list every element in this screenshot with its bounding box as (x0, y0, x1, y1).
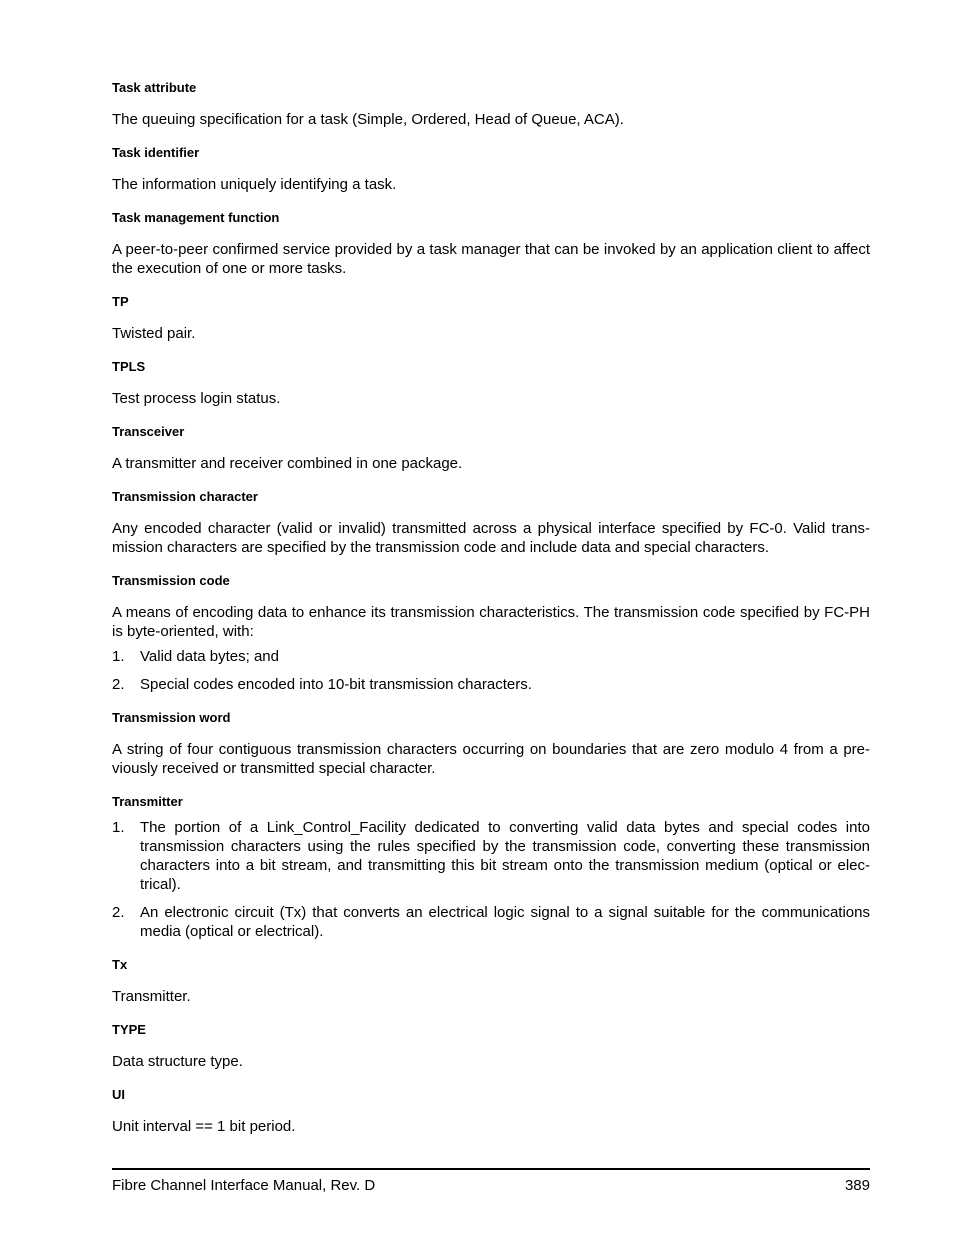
glossary-content (112, 80, 870, 1152)
list-item-number: 2. (112, 676, 125, 693)
list-item-text: Special codes encoded into 10-bit transmission characters. (140, 676, 532, 693)
list-item-number: 2. (112, 904, 125, 921)
list-item-text: Valid data bytes; and (140, 648, 279, 665)
glossary-term: Task attribute (112, 80, 197, 95)
glossary-term: Transmitter (112, 794, 183, 809)
list-item-number: 1. (112, 648, 125, 665)
glossary-entry (112, 957, 870, 1006)
list-item (112, 675, 870, 694)
list-item-text: An electronic circuit (Tx) that converts an electrical logic signal to a signal suitable for the communications media (optical or electrical). (140, 904, 870, 940)
glossary-definition: Data structure type. (112, 1053, 243, 1070)
glossary-term: Tx (112, 957, 128, 972)
glossary-term: Transceiver (112, 424, 185, 439)
glossary-definition: Any encoded character (valid or invalid) transmitted across a physical interface specified by FC-0. Valid trans-mission characters are specified by the transmission code and include data and special characters. (112, 520, 870, 556)
glossary-definition: The queuing specification for a task (Simple, Ordered, Head of Queue, ACA). (112, 111, 624, 128)
numbered-list (112, 647, 870, 694)
glossary-entry (112, 145, 870, 194)
glossary-definition: Transmitter. (112, 988, 191, 1005)
glossary-definition: A means of encoding data to enhance its transmission characteristics. The transmission code specified by FC-PH is byte-oriented, with: (112, 604, 870, 640)
glossary-entry (112, 573, 870, 694)
glossary-definition: A peer-to-peer confirmed service provided by a task manager that can be invoked by an application client to affect the execution of one or more tasks. (112, 241, 870, 277)
glossary-term: Transmission word (112, 710, 231, 725)
list-item (112, 647, 870, 666)
glossary-definition: A string of four contiguous transmission characters occurring on boundaries that are zero modulo 4 from a pre-viously received or transmitted special character. (112, 741, 870, 777)
glossary-term: Task identifier (112, 145, 200, 160)
glossary-term: Task management function (112, 210, 280, 225)
glossary-term: TP (112, 294, 129, 309)
glossary-entry (112, 294, 870, 343)
glossary-entry (112, 424, 870, 473)
glossary-definition: Test process login status. (112, 390, 281, 407)
glossary-definition: A transmitter and receiver combined in one package. (112, 455, 463, 472)
glossary-definition: Twisted pair. (112, 325, 196, 342)
glossary-entry (112, 210, 870, 278)
list-item (112, 818, 870, 894)
glossary-definition: Unit interval == 1 bit period. (112, 1118, 296, 1135)
glossary-term: Transmission code (112, 573, 230, 588)
glossary-entry (112, 1022, 870, 1071)
glossary-definition: The information uniquely identifying a task. (112, 176, 397, 193)
glossary-term: UI (112, 1087, 125, 1102)
glossary-entry (112, 80, 870, 129)
list-item-number: 1. (112, 819, 125, 836)
glossary-term: TYPE (112, 1022, 146, 1037)
list-item-text: The portion of a Link_Control_Facility dedicated to converting valid data bytes and special codes into transmission characters using the rules specified by the transmission code, converting these transmission characters into a bit stream, and transmitting this bit stream onto the transmission medium (optical or elec-trical). (140, 819, 870, 893)
glossary-entry (112, 794, 870, 941)
glossary-term: Transmission character (112, 489, 258, 504)
glossary-entry (112, 1087, 870, 1136)
footer-page-number: 389 (844, 1177, 870, 1194)
page-footer (112, 1168, 870, 1195)
glossary-entry (112, 489, 870, 557)
numbered-list (112, 818, 870, 941)
glossary-term: TPLS (112, 359, 146, 374)
glossary-entry (112, 710, 870, 778)
footer-document-title: Fibre Channel Interface Manual, Rev. D (112, 1177, 376, 1194)
glossary-entry (112, 359, 870, 408)
list-item (112, 903, 870, 941)
